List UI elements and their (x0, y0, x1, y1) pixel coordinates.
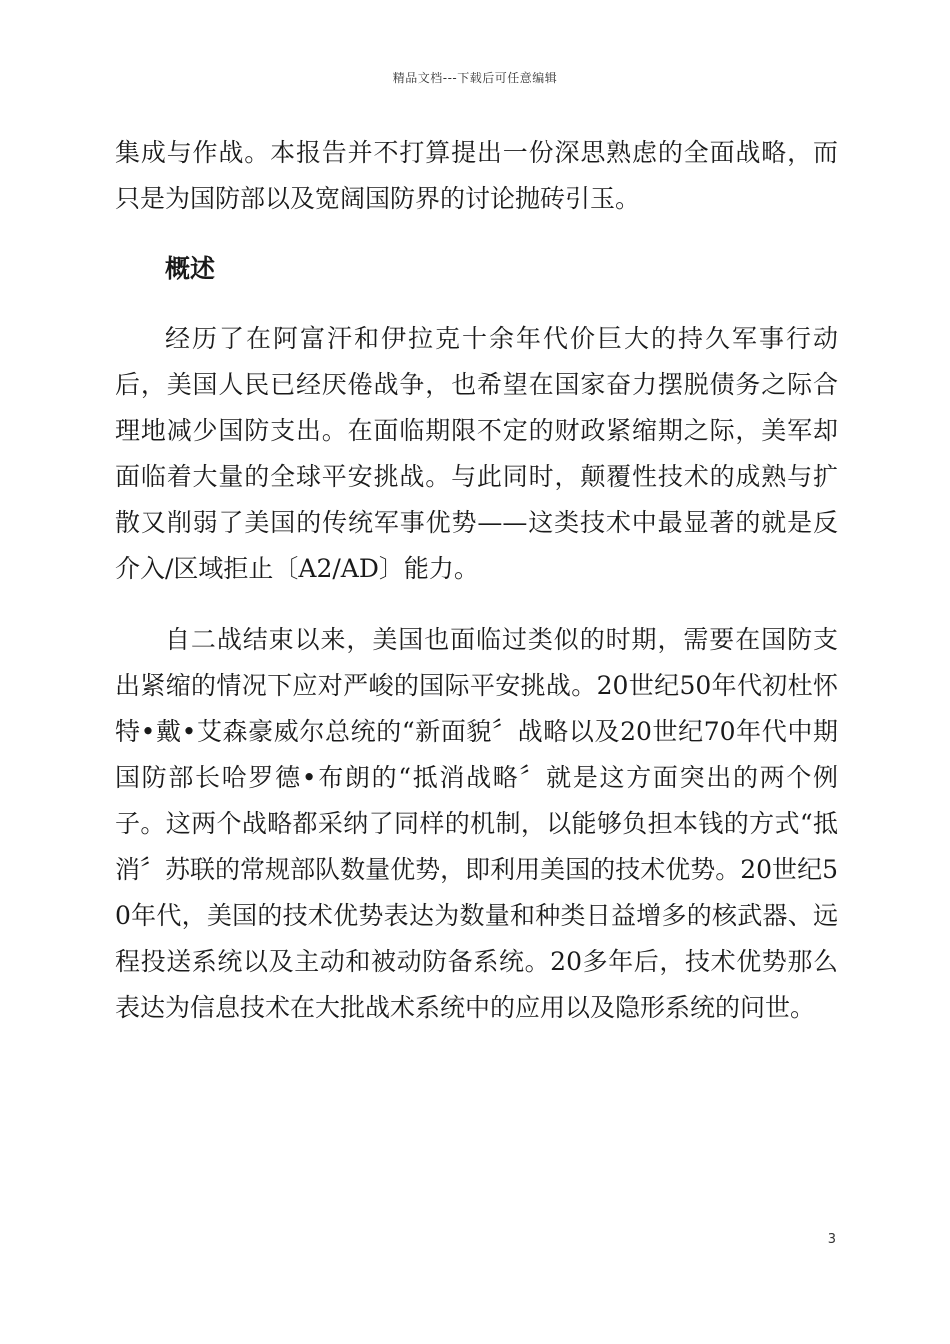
page-number: 3 (827, 1232, 836, 1247)
spacer (115, 292, 838, 316)
paragraph-overview: 经历了在阿富汗和伊拉克十余年代价巨大的持久军事行动后，美国人民已经厌倦战争，也希望在国家奋力摆脱债务之际合理地减少国防支出。在面临期限不定的财政紧缩期之际，美军却面临着大量的全球平安挑战。与此同时，颠覆性技术的成熟与扩散又削弱了美国的传统军事优势——这类技术中最显著的就是反介入/区域拒止〔A2/AD〕能力。 (115, 324, 838, 583)
section-heading: 概述 (165, 254, 216, 283)
paragraph-continuation: 集成与作战。本报告并不打算提出一份深思熟虑的全面战略，而只是为国防部以及宽阔国防界的讨论抛砖引玉。 (115, 138, 838, 213)
document-body (115, 130, 838, 1031)
paragraph-history: 自二战结束以来，美国也面临过类似的时期，需要在国防支出紧缩的情况下应对严峻的国际平安挑战。20世纪50年代初杜怀特•戴•艾森豪威尔总统的“新面貌〞战略以及20世纪70年代中期国防部长哈罗德•布朗的“抵消战略〞就是这方面突出的两个例子。这两个战略都采纳了同样的机制，以能够负担本钱的方式“抵消〞苏联的常规部队数量优势，即利用美国的技术优势。20世纪50年代，美国的技术优势表达为数量和种类日益增多的核武器、远程投送系统以及主动和被动防备系统。20多年后，技术优势那么表达为信息技术在大批战术系统中的应用以及隐形系统的问世。 (115, 625, 838, 1022)
spacer (115, 222, 838, 246)
spacer (115, 592, 838, 617)
page-header: 精品文档---下载后可任意编辑 (392, 71, 558, 85)
